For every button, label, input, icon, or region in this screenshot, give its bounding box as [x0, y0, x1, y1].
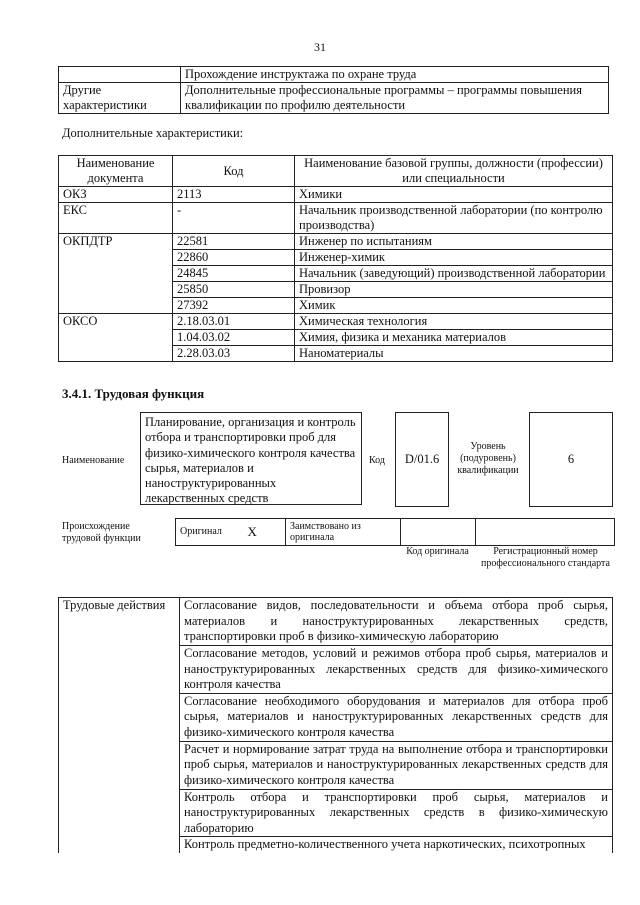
labor-action-item: Контроль отбора и транспортировки проб сырья, материалов и наноструктурированных лекарственных средств в физико-химическую лабораторию [180, 789, 613, 837]
table-row [59, 741, 613, 789]
qualification-level-label: Уровень (подуровень) квалификации [457, 441, 519, 476]
registration-number-caption: Регистрационный номер профессионального стандарта [481, 546, 610, 569]
doc-cell: ОКЗ [59, 187, 173, 203]
header-code: Код [173, 156, 295, 187]
table-row [59, 282, 613, 298]
name-cell: Инженер-химик [295, 250, 613, 266]
table-row [59, 837, 613, 853]
borrowed-label: Заимствовано из оригинала [286, 519, 401, 546]
table-row [59, 346, 613, 362]
function-code-label: Код [369, 455, 385, 466]
code-cell: 27392 [173, 298, 295, 314]
registration-number-cell [476, 519, 615, 546]
doc-cell: ОКСО [59, 314, 173, 330]
table-row [59, 203, 613, 234]
name-cell: Начальник производственной лаборатории (по контролю производства) [295, 203, 613, 234]
code-cell: 22860 [173, 250, 295, 266]
labor-action-item: Согласование видов, последовательности и объема отбора проб сырья, материалов и наноструктурированных лекарственных средств, транспортировки проб в физико-химическую лабораторию [180, 598, 613, 646]
function-name-label: Наименование [62, 455, 125, 466]
function-name-value: Планирование, организация и контроль отбора и транспортировки проб для физико-химического контроля качества сырья, материалов и наноструктурированных лекарственных средств [140, 412, 362, 505]
table-row [59, 598, 613, 646]
original-label: Оригинал [176, 519, 244, 546]
code-cell: 22581 [173, 234, 295, 250]
table-row [59, 187, 613, 203]
name-cell: Наноматериалы [295, 346, 613, 362]
name-cell: Химик [295, 298, 613, 314]
name-cell: Инженер по испытаниям [295, 234, 613, 250]
table-row [59, 693, 613, 741]
page-number: 31 [314, 40, 326, 54]
code-cell: - [173, 203, 295, 234]
name-cell: Начальник (заведующий) производственной лаборатории [295, 266, 613, 282]
origin-label: Происхождение трудовой функции [62, 521, 141, 544]
code-cell: 2.28.03.03 [173, 346, 295, 362]
function-code-value: D/01.6 [395, 412, 449, 507]
labor-action-item: Согласование необходимого оборудования и материалов для отбора проб сырья, материалов и наноструктурированных лекарственных средств для физико-химического контроля качества [180, 693, 613, 741]
original-code-caption: Код оригинала [406, 546, 469, 557]
labor-action-item: Контроль предметно-количественного учета наркотических, психотропных [180, 837, 613, 853]
table-row [59, 298, 613, 314]
labor-action-item: Расчет и нормирование затрат труда на выполнение отбора и транспортировки проб сырья, материалов и наноструктурированных лекарственных средств для физико-химического контроля качества [180, 741, 613, 789]
code-cell: 2113 [173, 187, 295, 203]
table-row [59, 234, 613, 250]
row-value: Дополнительные профессиональные программы – программы повышения квалификации по профилю деятельности [181, 83, 609, 114]
original-mark: X [244, 519, 286, 546]
row-value: Прохождение инструктажа по охране труда [181, 67, 609, 83]
name-cell: Химическая технология [295, 314, 613, 330]
table-header-row [59, 156, 613, 187]
table-row [59, 789, 613, 837]
origin-table [175, 518, 615, 546]
table-row [59, 645, 613, 693]
table-row [59, 83, 609, 114]
table-row [59, 67, 609, 83]
additional-characteristics-caption: Дополнительные характеристики: [62, 126, 244, 140]
header-document: Наименование документа [59, 156, 173, 187]
original-code-cell [401, 519, 476, 546]
table-row [59, 314, 613, 330]
name-cell: Химия, физика и механика материалов [295, 330, 613, 346]
name-cell: Провизор [295, 282, 613, 298]
name-cell: Химики [295, 187, 613, 203]
row-label: Другие характеристики [59, 83, 181, 114]
row-label [59, 67, 181, 83]
doc-cell: ЕКС [59, 203, 173, 234]
top-characteristics-table [58, 66, 609, 114]
table-row [59, 266, 613, 282]
table-row [59, 330, 613, 346]
labor-actions-label: Трудовые действия [59, 598, 180, 646]
labor-actions-table [58, 597, 613, 853]
header-name: Наименование базовой группы, должности (профессии) или специальности [295, 156, 613, 187]
code-cell: 1.04.03.02 [173, 330, 295, 346]
doc-cell: ОКПДТР [59, 234, 173, 250]
table-row [176, 519, 615, 546]
code-cell: 25850 [173, 282, 295, 298]
table-row [59, 250, 613, 266]
section-title: 3.4.1. Трудовая функция [62, 386, 205, 401]
code-cell: 24845 [173, 266, 295, 282]
qualification-level-value: 6 [529, 412, 613, 507]
classifier-table [58, 155, 613, 362]
code-cell: 2.18.03.01 [173, 314, 295, 330]
labor-action-item: Согласование методов, условий и режимов отбора проб сырья, материалов и наноструктурированных лекарственных средств для физико-химического контроля качества [180, 645, 613, 693]
